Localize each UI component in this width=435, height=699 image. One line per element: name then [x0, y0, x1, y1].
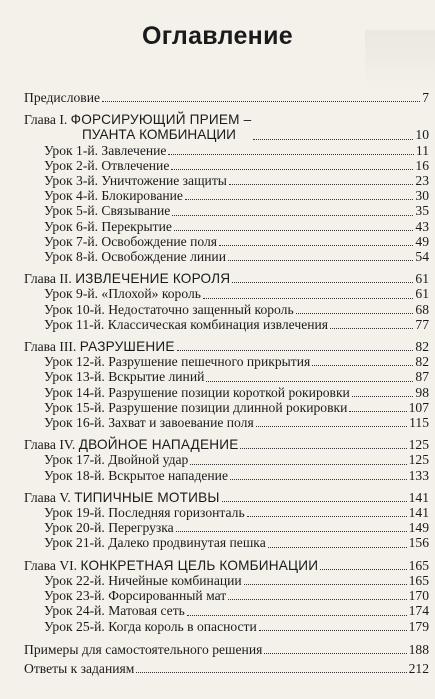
toc-entry-page: 87: [415, 369, 429, 385]
chapter-number: Глава VI.: [24, 557, 78, 573]
leader-dots: [174, 229, 414, 231]
toc-entry-label: Урок 13-й. Вскрытие линий: [44, 369, 205, 385]
toc-entry-lesson[interactable]: [24, 234, 429, 249]
leader-dots: [229, 183, 414, 185]
leader-dots: [185, 198, 413, 200]
toc-entry-answers[interactable]: [24, 661, 429, 676]
chapter-title-block: [24, 271, 230, 286]
toc-entry-lesson[interactable]: [24, 588, 429, 603]
chapter-title: ТИПИЧНЫЕ МОТИВЫ: [74, 489, 220, 505]
toc-entry-page: 10: [415, 127, 429, 143]
toc-entry-page: 141: [408, 489, 429, 505]
chapter-title-block: [24, 558, 318, 573]
toc-entry-label: Урок 10-й. Недостаточно защенный король: [44, 301, 294, 317]
toc-entry-lesson[interactable]: [24, 400, 429, 415]
toc-entry-label: Урок 22-й. Ничейные комбинации: [44, 572, 242, 588]
leader-dots: [228, 259, 413, 261]
leader-dots: [259, 629, 407, 631]
chapters-list: [24, 112, 429, 634]
leader-dots: [136, 671, 406, 673]
toc-entry-page: 125: [408, 452, 429, 468]
toc-entry-lesson[interactable]: [24, 188, 429, 203]
leader-dots: [232, 281, 413, 283]
toc-entry-page: 82: [415, 339, 429, 355]
toc-entry-lesson[interactable]: [24, 173, 429, 188]
leader-dots: [244, 583, 407, 585]
leader-dots: [219, 244, 413, 246]
toc-entry-page: 188: [408, 641, 429, 657]
chapter-number: Глава III.: [24, 339, 77, 355]
toc-entry-label: Урок 5-й. Связывание: [44, 203, 171, 219]
leader-dots: [206, 380, 413, 382]
toc-entry-page: 23: [415, 173, 429, 189]
toc-entry-examples[interactable]: [24, 642, 429, 657]
toc-entry-label: Урок 9-й. «Плохой» король: [44, 286, 201, 302]
toc-entry-page: 170: [408, 588, 429, 604]
toc-entry-page: 77: [415, 316, 429, 332]
chapter-title: КОНКРЕТНАЯ ЦЕЛЬ КОМБИНАЦИИ: [80, 557, 319, 573]
toc-entry-page: 212: [408, 660, 429, 676]
toc-entry-label: Урок 16-й. Захват и завоевание поля: [44, 415, 254, 431]
toc-entry-lesson[interactable]: [24, 452, 429, 467]
toc-entry-page: 133: [408, 467, 429, 483]
leader-dots: [268, 546, 407, 548]
toc-entry-label: Урок 21-й. Далеко продвинутая пешка: [44, 535, 266, 551]
toc-entry-chapter[interactable]: [24, 558, 429, 573]
toc-entry-page: 141: [408, 505, 429, 521]
toc-entry-lesson[interactable]: [24, 573, 429, 588]
toc-entry-label: Урок 23-й. Форсированный мат: [44, 588, 227, 604]
toc-entry-page: 61: [415, 271, 429, 287]
toc-entry-lesson[interactable]: [24, 520, 429, 535]
chapter-heading: [24, 271, 230, 286]
leader-dots: [352, 395, 414, 397]
toc-entry-lesson[interactable]: [24, 385, 429, 400]
toc-entry-lesson[interactable]: [24, 219, 429, 234]
toc-entry-label: Урок 7-й. Освобождение поля: [44, 233, 218, 249]
toc-entry-lesson[interactable]: [24, 158, 429, 173]
toc-entry-label: Урок 18-й. Вскрытое нападение: [44, 467, 228, 483]
toc-entry-lesson[interactable]: [24, 369, 429, 384]
toc-entry-label: Урок 20-й. Перегрузка: [44, 520, 174, 536]
chapter-heading: [24, 339, 175, 354]
toc-entry-label: Ответы к заданиям: [24, 660, 135, 676]
leader-dots: [320, 568, 406, 570]
chapter-title: ФОРСИРУЮЩИЙ ПРИЕМ –: [70, 112, 252, 128]
toc-entry-page: 11: [415, 142, 429, 158]
leader-dots: [230, 478, 407, 480]
leader-dots: [330, 327, 413, 329]
table-of-contents: [24, 90, 429, 676]
toc-entry-label: Предисловие: [24, 90, 101, 105]
toc-entry-page: 49: [415, 233, 429, 249]
chapter-title-block: [24, 490, 220, 505]
toc-entry-label: Урок 11-й. Классическая комбинация извлечения: [44, 316, 329, 332]
toc-entry-label: Урок 17-й. Двойной удар: [44, 452, 189, 468]
chapter-heading: [24, 490, 220, 505]
toc-entry-label: Урок 14-й. Разрушение позиции короткой рокировки: [44, 384, 350, 400]
toc-entry-lesson[interactable]: [24, 317, 429, 332]
toc-entry-page: 174: [408, 603, 429, 619]
chapter-heading: [24, 112, 251, 142]
toc-entry-label: Урок 3-й. Уничтожение защиты: [44, 173, 227, 189]
toc-entry-chapter[interactable]: [24, 339, 429, 354]
chapter-number: Глава V.: [24, 489, 71, 505]
toc-entry-chapter[interactable]: [24, 112, 429, 142]
toc-entry-page: 149: [408, 520, 429, 536]
toc-entry-chapter[interactable]: [24, 271, 429, 286]
leader-dots: [171, 168, 413, 170]
toc-entry-page: 156: [408, 535, 429, 551]
leader-dots: [349, 410, 406, 412]
chapter-number: Глава II.: [24, 271, 72, 287]
leader-dots: [203, 297, 413, 299]
toc-entry-page: 165: [408, 557, 429, 573]
chapter-heading: [24, 558, 318, 573]
toc-entry-label: Урок 1-й. Завлечение: [44, 142, 167, 158]
leader-dots: [312, 364, 413, 366]
toc-entry-page: 165: [408, 572, 429, 588]
toc-entry-page: 16: [415, 157, 429, 173]
chapter-title-block: [24, 437, 238, 452]
leader-dots: [102, 100, 420, 102]
chapter-number: Глава I.: [24, 112, 68, 128]
toc-entry-label: Урок 24-й. Матовая сеть: [44, 603, 185, 619]
toc-entry-label: Урок 2-й. Отвлечение: [44, 157, 170, 173]
toc-entry-label: Урок 4-й. Блокирование: [44, 188, 183, 204]
toc-entry-label: Урок 8-й. Освобождение линии: [44, 249, 226, 265]
toc-entry-lesson[interactable]: [24, 203, 429, 218]
toc-entry-page: 82: [415, 354, 429, 370]
toc-entry-label: Урок 15-й. Разрушение позиции длинной рокировки: [44, 399, 348, 415]
toc-entry-lesson[interactable]: [24, 249, 429, 264]
toc-entry-page: 179: [408, 618, 429, 634]
toc-entry-label: Урок 12-й. Разрушение пешечного прикрытия: [44, 354, 311, 370]
chapter-title: РАЗРУШЕНИЕ: [79, 339, 175, 355]
leader-dots: [177, 349, 414, 351]
toc-entry-lesson[interactable]: [24, 505, 429, 520]
toc-entry-page: 61: [415, 286, 429, 302]
toc-entry-lesson[interactable]: [24, 619, 429, 634]
toc-entry-page: 68: [415, 301, 429, 317]
leader-dots: [222, 500, 407, 502]
toc-entry-page: 98: [415, 384, 429, 400]
toc-entry-page: 54: [415, 249, 429, 265]
leader-dots: [187, 614, 407, 616]
chapter-title-block: [24, 112, 251, 127]
toc-entry-lesson[interactable]: [24, 354, 429, 369]
leader-dots: [168, 153, 413, 155]
toc-entry-lesson[interactable]: [24, 535, 429, 550]
leader-dots: [256, 425, 407, 427]
toc-entry-lesson[interactable]: [24, 603, 429, 618]
chapter-title-line2: ПУАНТА КОМБИНАЦИИ: [82, 127, 236, 143]
toc-entry-label: Урок 25-й. Когда король в опасности: [44, 618, 257, 634]
toc-entry-page: 43: [415, 218, 429, 234]
toc-entry-chapter[interactable]: [24, 490, 429, 505]
leader-dots: [264, 652, 406, 654]
page-title: Оглавление: [142, 22, 293, 50]
leader-dots: [190, 463, 406, 465]
leader-dots: [296, 312, 414, 314]
toc-entry-lesson[interactable]: [24, 415, 429, 430]
toc-entry-preface[interactable]: [24, 90, 429, 105]
chapter-title: ИЗВЛЕЧЕНИЕ КОРОЛЯ: [75, 271, 231, 287]
toc-entry-page: 30: [415, 188, 429, 204]
chapter-number: Глава IV.: [24, 437, 76, 453]
toc-entry-label: Примеры для самостоятельного решения: [24, 641, 263, 657]
leader-dots: [228, 598, 406, 600]
toc-entry-page: 115: [409, 415, 429, 431]
toc-entry-lesson[interactable]: [24, 143, 429, 158]
toc-entry-lesson[interactable]: [24, 302, 429, 317]
toc-entry-label: Урок 19-й. Последняя горизонталь: [44, 505, 245, 521]
toc-entry-label: Урок 6-й. Перекрытие: [44, 218, 172, 234]
leader-dots: [253, 138, 413, 140]
toc-entry-page: 125: [408, 437, 429, 453]
chapter-heading: [24, 437, 238, 452]
leader-dots: [176, 530, 407, 532]
chapter-title: ДВОЙНОЕ НАПАДЕНИЕ: [78, 437, 239, 453]
leader-dots: [172, 214, 413, 216]
chapter-title-block: [24, 339, 175, 354]
leader-dots: [247, 515, 407, 517]
toc-entry-chapter[interactable]: [24, 437, 429, 452]
toc-entry-lesson[interactable]: [24, 286, 429, 301]
leader-dots: [240, 447, 406, 449]
toc-entry-page: 35: [415, 203, 429, 219]
toc-entry-page: 107: [408, 399, 429, 415]
toc-entry-page: 7: [422, 90, 429, 105]
toc-entry-lesson[interactable]: [24, 468, 429, 483]
